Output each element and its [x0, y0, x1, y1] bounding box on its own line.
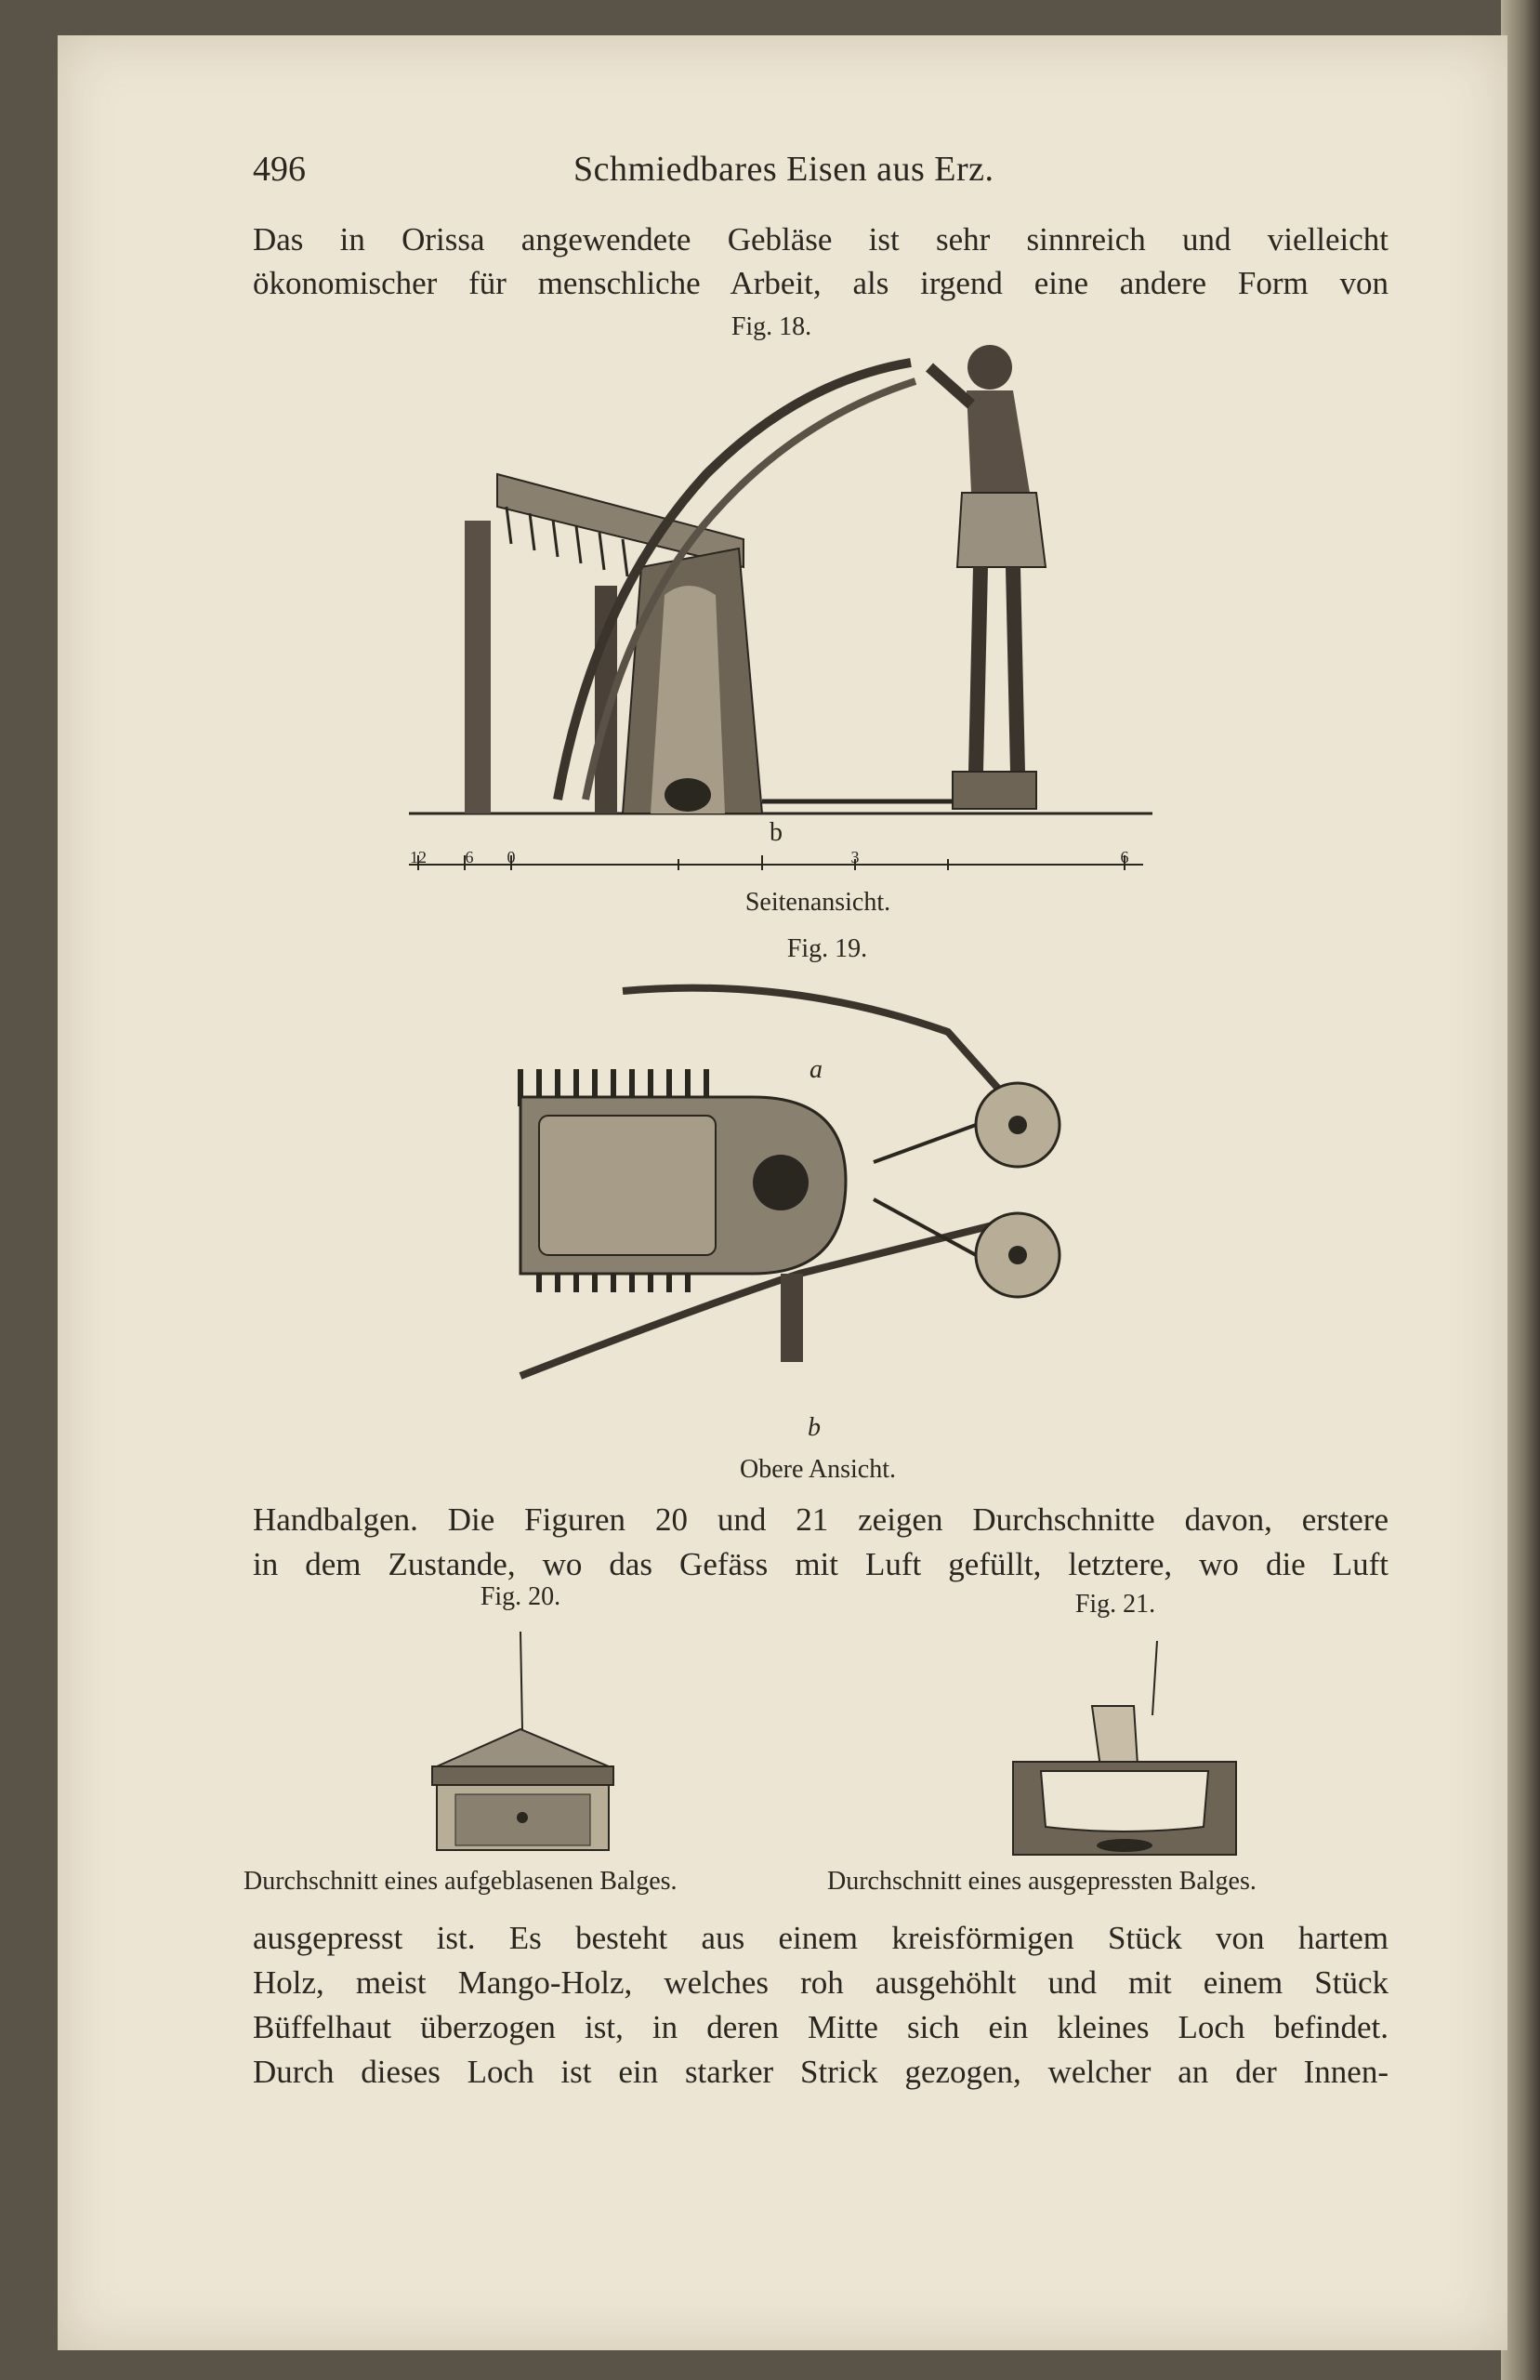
body-line-4: Durch dieses Loch ist ein starker Strick gezogen, welcher an der Innen- [253, 2054, 1389, 2090]
fig19-caption: Obere Ansicht. [740, 1455, 896, 1484]
body-line-3: Büffelhaut überzogen ist, in deren Mitte sich ein kleines Loch befindet. [253, 2009, 1389, 2045]
handbalgen-line-2: in dem Zustande, wo das Gefäss mit Luft gefüllt, letztere, wo die Luft [253, 1546, 1389, 1582]
fig19-letter-b: b [808, 1413, 821, 1442]
body-line-2: Holz, meist Mango-Holz, welches roh ausgehöhlt und mit einem Stück [253, 1964, 1389, 2001]
fig18-label: Fig. 18. [731, 312, 812, 341]
intro-line-1: Das in Orissa angewendete Gebläse ist sehr sinnreich und vielleicht [253, 221, 1389, 258]
fig19-label: Fig. 19. [786, 934, 868, 963]
fig21-caption: Durchschnitt eines ausgepressten Balges. [827, 1867, 1257, 1896]
fig21-label: Fig. 21. [1074, 1590, 1156, 1619]
fig18-scale-6b: 6 [1120, 848, 1129, 866]
fig18-scale-6a: 6 [465, 848, 474, 866]
fig18-caption: Seitenansicht. [744, 888, 891, 917]
fig18-letter-b: b [770, 818, 783, 847]
page-number: 496 [253, 150, 306, 189]
fig20-illustration [418, 1627, 623, 1859]
handbalgen-line-1: Handbalgen. Die Figuren 20 und 21 zeigen Durchschnitte davon, erstere [253, 1501, 1389, 1538]
intro-line-2: ökonomischer für menschliche Arbeit, als irgend eine andere Form von [253, 265, 1389, 301]
running-header [253, 149, 1108, 205]
fig21-illustration [1004, 1641, 1245, 1859]
fig18-scale-3: 3 [850, 848, 860, 866]
running-head-title: Schmiedbares Eisen aus Erz. [573, 150, 994, 189]
fig19-illustration [465, 976, 1097, 1422]
fig18-scale-0: 0 [507, 848, 516, 866]
fig18-scale-12: 12 [410, 848, 427, 866]
fig18-illustration [409, 316, 1171, 892]
body-line-1: ausgepresst ist. Es besteht aus einem kreisförmigen Stück von hartem [253, 1920, 1389, 1956]
fig20-label: Fig. 20. [480, 1582, 561, 1611]
fig19-letter-a: a [809, 1055, 823, 1084]
fig20-caption: Durchschnitt eines aufgeblasenen Balges. [244, 1867, 678, 1896]
